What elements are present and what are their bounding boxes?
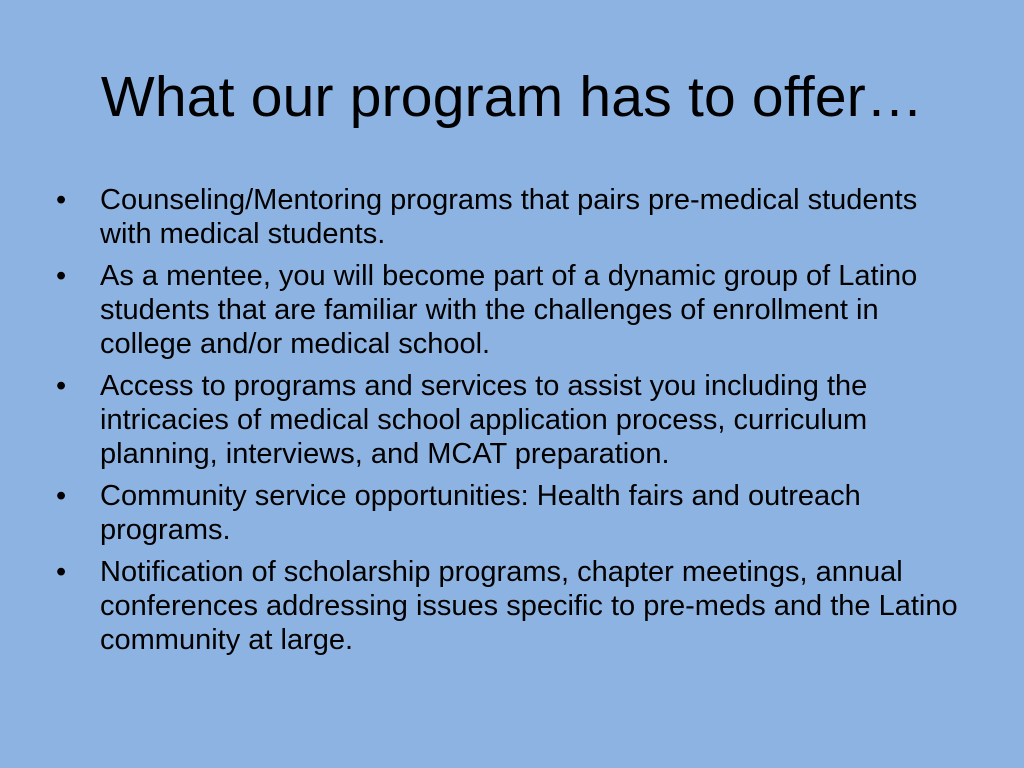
- bullet-list: [56, 183, 976, 665]
- bullet-text: Notification of scholarship programs, chapter meetings, annual conferences addressing issues specific to pre-meds and the Latino community at large.: [100, 556, 958, 656]
- bullet-dot-icon: •: [56, 184, 67, 216]
- bullet-item: [56, 259, 976, 361]
- bullet-dot-icon: •: [56, 370, 67, 402]
- bullet-dot-icon: •: [56, 556, 67, 588]
- bullet-dot-icon: •: [56, 260, 67, 292]
- slide-title: What our program has to offer…: [100, 65, 924, 129]
- bullet-item: [56, 555, 976, 657]
- bullet-text: As a mentee, you will become part of a dynamic group of Latino students that are familiar with the challenges of enrollment in college and/or medical school.: [100, 260, 918, 360]
- bullet-text: Community service opportunities: Health fairs and outreach programs.: [100, 480, 861, 546]
- bullet-item: [56, 369, 976, 471]
- bullet-item: [56, 183, 976, 251]
- bullet-item: [56, 479, 976, 547]
- bullet-dot-icon: •: [56, 480, 67, 512]
- bullet-text: Counseling/Mentoring programs that pairs pre-medical students with medical students.: [100, 184, 918, 250]
- bullet-text: Access to programs and services to assist you including the intricacies of medical school application process, curriculum planning, interviews, and MCAT preparation.: [100, 370, 868, 470]
